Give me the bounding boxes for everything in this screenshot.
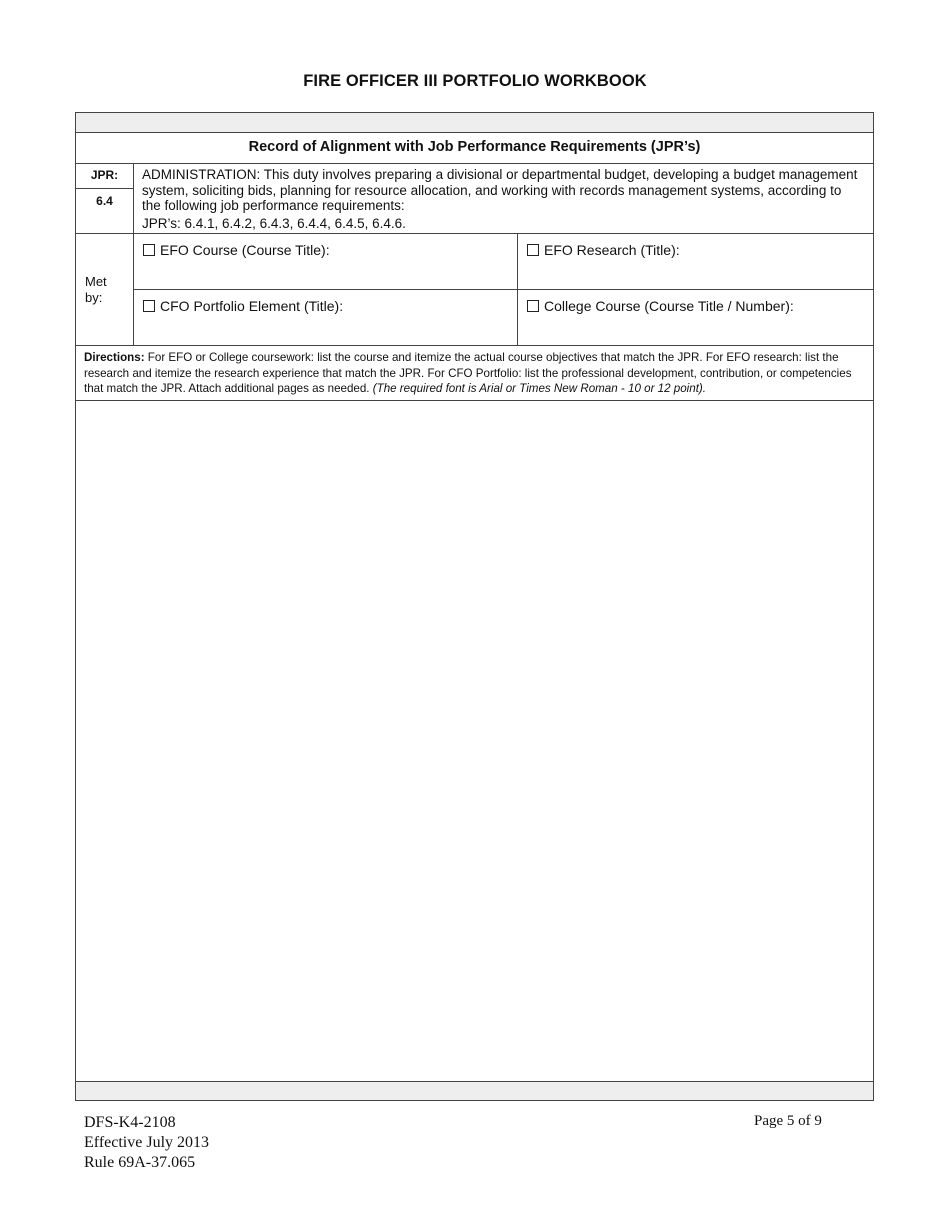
jpr-list: JPR’s: 6.4.1, 6.4.2, 6.4.3, 6.4.4, 6.4.5, 6.4.6. — [142, 216, 406, 231]
directions-label: Directions: — [84, 351, 145, 364]
met-by-section — [76, 234, 873, 346]
efo-research-option — [518, 234, 873, 290]
document-footer — [84, 1113, 209, 1173]
form-header-band — [76, 113, 873, 133]
efo-course-label: EFO Course (Course Title): — [160, 242, 330, 258]
cfo-portfolio-label: CFO Portfolio Element (Title): — [160, 298, 344, 314]
college-course-option — [518, 290, 873, 345]
directions-text: For EFO or College coursework: list the course and itemize the actual course objectives that match the JPR. For EFO research: list the research and itemize the research experience that match the JPR. For CFO Portfolio: list the professional development, contribution, or competencies that match the JPR. Attach additional pages as needed. — [84, 351, 852, 396]
jpr-alignment-form — [75, 112, 874, 1101]
response-text-area[interactable] — [76, 402, 873, 1083]
directions — [76, 346, 873, 401]
jpr-description: ADMINISTRATION: This duty involves preparing a divisional or departmental budget, developing a budget management system, soliciting bids, planning for resource allocation, and working with records management systems, according to the following job performance requirements: — [142, 167, 858, 213]
cfo-portfolio-checkbox[interactable] — [143, 300, 155, 312]
met-by-line2: by: — [85, 290, 103, 305]
college-course-checkbox[interactable] — [527, 300, 539, 312]
effective-date: Effective July 2013 — [84, 1134, 210, 1151]
efo-course-option — [134, 234, 518, 290]
jpr-section — [76, 164, 873, 234]
efo-research-checkbox[interactable] — [527, 244, 539, 256]
met-by-label — [85, 274, 129, 306]
rule-number: Rule 69A-37.065 — [84, 1154, 196, 1171]
jpr-label: JPR: — [76, 164, 133, 189]
jpr-label-column — [76, 164, 134, 233]
form-footer-band — [76, 1081, 873, 1100]
jpr-number: 6.4 — [96, 194, 113, 208]
efo-research-label: EFO Research (Title): — [544, 242, 680, 258]
efo-course-checkbox[interactable] — [143, 244, 155, 256]
met-by-options — [133, 234, 873, 345]
cfo-portfolio-option — [134, 290, 518, 345]
college-course-label: College Course (Course Title / Number): — [544, 298, 794, 314]
record-title: Record of Alignment with Job Performance Requirements (JPR’s) — [76, 132, 873, 164]
directions-font-note: (The required font is Arial or Times New Roman - 10 or 12 point). — [372, 382, 706, 396]
page-number: Page 5 of 9 — [754, 1113, 822, 1129]
met-by-line1: Met — [85, 274, 107, 289]
form-number: DFS-K4-2108 — [84, 1114, 176, 1131]
document-title: FIRE OFFICER III PORTFOLIO WORKBOOK — [303, 72, 647, 90]
